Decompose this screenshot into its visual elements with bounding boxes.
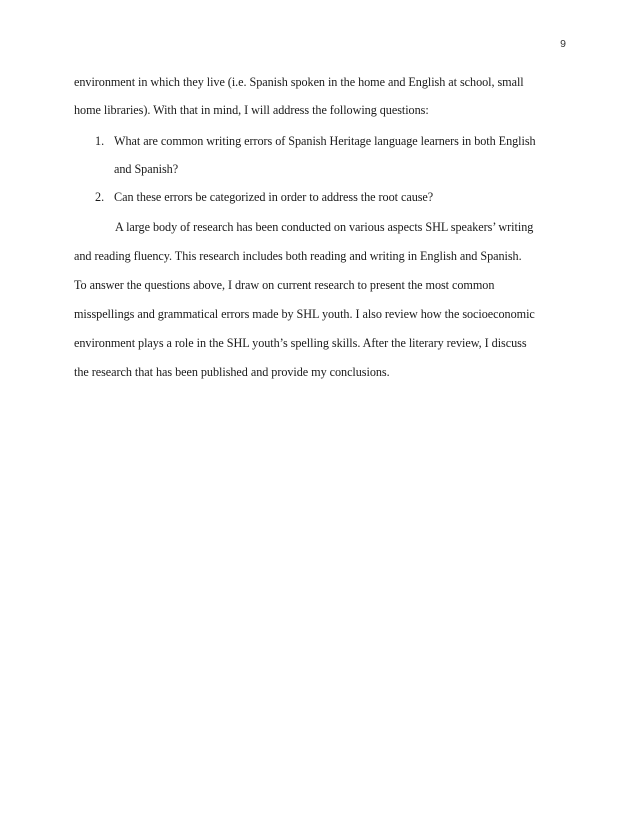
list-item-text: Can these errors be categorized in order to address the root cause? xyxy=(114,190,434,204)
text-line: environment plays a role in the SHL youth’s spelling skills. After the literary review, I discuss xyxy=(74,336,527,350)
page-number: 9 xyxy=(560,38,566,50)
text-line: the research that has been published and provide my conclusions. xyxy=(74,365,390,379)
list-item-text: What are common writing errors of Spanish Heritage language learners in both English xyxy=(114,134,536,148)
list-item-number: 1. xyxy=(95,134,105,148)
text-line: To answer the questions above, I draw on current research to present the most common xyxy=(74,278,495,292)
list-item-text: and Spanish? xyxy=(114,162,179,176)
list-item-number: 2. xyxy=(95,190,105,204)
text-line: home libraries). With that in mind, I will address the following questions: xyxy=(74,103,429,117)
text-line: A large body of research has been conducted on various aspects SHL speakers’ writing xyxy=(115,220,534,234)
text-line: misspellings and grammatical errors made by SHL youth. I also review how the socioeconomic xyxy=(74,307,535,321)
text-line: environment in which they live (i.e. Spanish spoken in the home and English at school, small xyxy=(74,75,524,89)
text-line: and reading fluency. This research includes both reading and writing in English and Spanish. xyxy=(74,249,522,263)
